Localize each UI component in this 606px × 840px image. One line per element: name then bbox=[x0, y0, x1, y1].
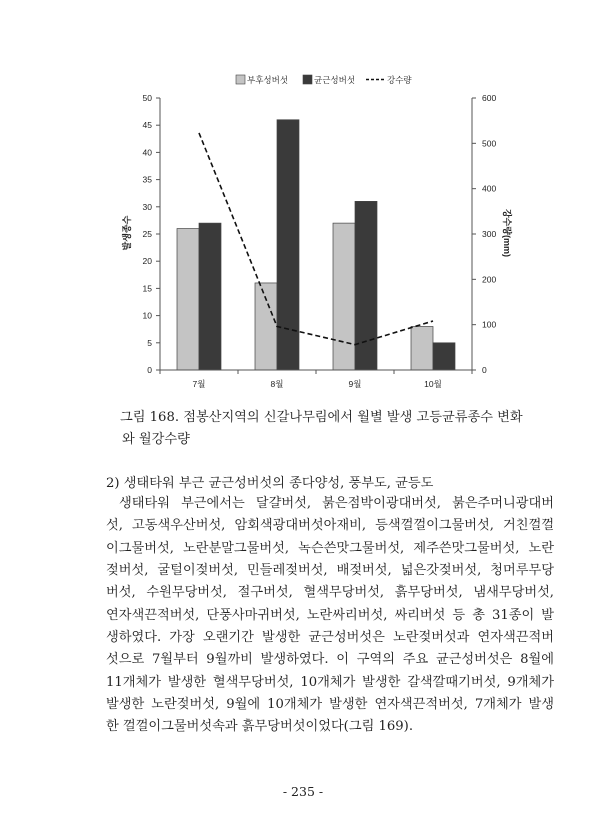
mycorrhizal-fungi-bar bbox=[433, 343, 455, 370]
decay-fungi-bar bbox=[177, 229, 199, 370]
body-line: 생태타워 부근에서는 달걀버섯, 붉은점박이광대버섯, 붉은주머니광대버 bbox=[119, 496, 554, 511]
y-tick-label: 40 bbox=[142, 147, 152, 158]
legend-label: 강수량 bbox=[387, 75, 412, 85]
body-line: 한 껄껄이그물버섯속과 흙무당버섯이었다(그림 169). bbox=[106, 719, 414, 735]
y2-tick-label: 500 bbox=[482, 138, 497, 149]
bar-series bbox=[177, 120, 455, 370]
page-number: - 235 - bbox=[282, 784, 324, 799]
right-axis-ticks bbox=[472, 93, 496, 375]
y-tick-label: 30 bbox=[142, 201, 152, 212]
x-tick-label: 9월 bbox=[348, 379, 362, 389]
body-line: 섯, 고동색우산버섯, 암회색광대버섯아재비, 등색껄껄이그물버섯, 거친껄껄 bbox=[106, 518, 554, 534]
body-paragraph bbox=[106, 493, 554, 739]
left-axis-ticks bbox=[143, 93, 160, 375]
body-line: 11개체가 발생한 혈색무당버섯, 10개체가 발생한 갈색깔때기버섯, 9개체가 bbox=[106, 674, 554, 690]
mycorrhizal-fungi-bar bbox=[199, 223, 221, 370]
y-tick-label: 35 bbox=[142, 174, 152, 185]
decay-fungi-bar bbox=[255, 283, 277, 370]
legend-swatch bbox=[236, 75, 245, 84]
caption-line-2: 와 월강수량 bbox=[122, 432, 190, 447]
rainfall-series-line bbox=[199, 133, 433, 345]
y2-tick-label: 200 bbox=[482, 274, 497, 285]
y2-tick-label: 600 bbox=[482, 93, 497, 103]
y-tick-label: 15 bbox=[142, 283, 152, 294]
decay-fungi-bar bbox=[411, 326, 433, 370]
monthly-species-rainfall-chart bbox=[0, 0, 606, 400]
x-tick-label: 10월 bbox=[424, 379, 442, 389]
body-line: 생하였다. 가장 오랜기간 발생한 균근성버섯은 노란젖버섯과 연자색끈적버 bbox=[106, 630, 554, 646]
caption-line-1: 그림 168. 점봉산지역의 신갈나무림에서 월별 발생 고등균류종수 변화 bbox=[120, 410, 523, 425]
legend-swatch bbox=[303, 75, 312, 84]
y2-tick-label: 100 bbox=[482, 319, 497, 330]
mycorrhizal-fungi-bar bbox=[277, 120, 299, 370]
figure-caption bbox=[120, 407, 540, 451]
y-tick-label: 25 bbox=[142, 229, 152, 239]
y-tick-label: 20 bbox=[142, 256, 152, 267]
y2-tick-label: 400 bbox=[482, 183, 497, 194]
body-line: 연자색끈적버섯, 단풍사마귀버섯, 노란싸리버섯, 싸리버섯 등 총 31종이 발 bbox=[106, 607, 554, 623]
x-tick-label: 7월 bbox=[192, 379, 206, 389]
y2-axis-label: 강수량(mm) bbox=[502, 208, 512, 258]
x-axis-ticks bbox=[160, 370, 472, 389]
y-tick-label: 5 bbox=[147, 337, 152, 348]
body-line: 젖버섯, 굴털이젖버섯, 민들레젖버섯, 배젖버섯, 넓은갓젖버섯, 청머루무당 bbox=[106, 563, 554, 579]
mycorrhizal-fungi-bar bbox=[355, 201, 377, 370]
y2-tick-label: 300 bbox=[482, 229, 497, 239]
legend-label: 균근성버섯 bbox=[314, 75, 356, 85]
y-axis-label: 발생종수 bbox=[122, 215, 132, 251]
y-tick-label: 45 bbox=[142, 120, 152, 131]
body-line: 발생한 노란젖버섯, 9월에 10개체가 발생한 연자색끈적버섯, 7개체가 발생 bbox=[106, 697, 554, 713]
y-tick-label: 0 bbox=[147, 365, 152, 375]
rainfall-line bbox=[199, 133, 433, 345]
x-tick-label: 8월 bbox=[270, 379, 284, 389]
y-tick-label: 50 bbox=[142, 93, 152, 103]
y-tick-label: 10 bbox=[142, 310, 152, 321]
body-line: 버섯, 수원무당버섯, 절구버섯, 혈색무당버섯, 흙무당버섯, 냄새무당버섯, bbox=[106, 585, 554, 601]
chart-legend bbox=[236, 75, 412, 85]
legend-label: 부후성버섯 bbox=[247, 75, 289, 85]
section-heading: 2) 생태타워 부근 균근성버섯의 종다양성, 풍부도, 균등도 bbox=[106, 476, 434, 491]
y2-tick-label: 0 bbox=[482, 365, 487, 375]
decay-fungi-bar bbox=[333, 223, 355, 370]
body-line: 이그물버섯, 노란분말그물버섯, 녹슨쓴맛그물버섯, 제주쓴맛그물버섯, 노란 bbox=[106, 540, 554, 556]
body-line: 섯으로 7월부터 9월까비 발생하였다. 이 구역의 주요 균근성버섯은 8월에 bbox=[106, 652, 554, 668]
